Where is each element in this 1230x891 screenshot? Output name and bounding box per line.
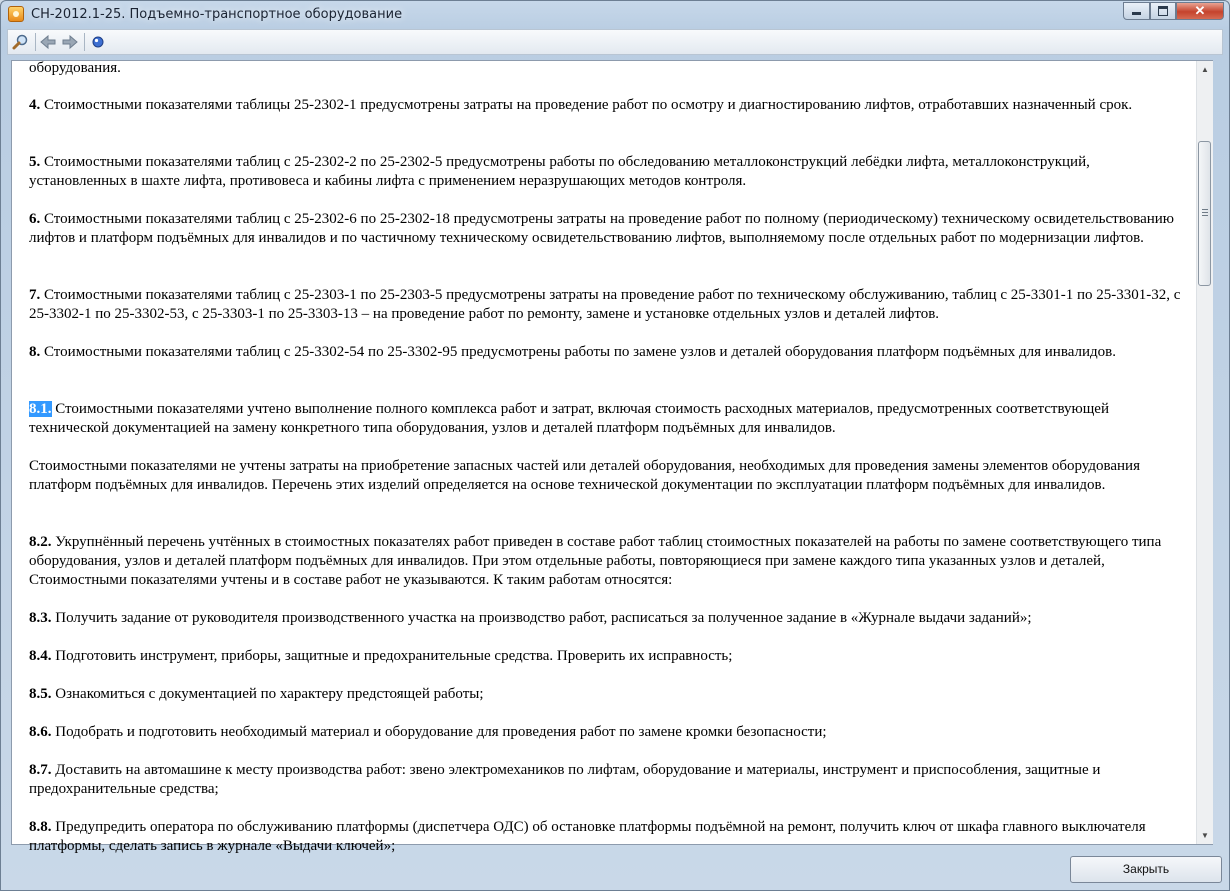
paragraph xyxy=(29,59,1187,78)
search-icon[interactable] xyxy=(12,34,30,50)
paragraph-number: 8.8. xyxy=(29,819,52,835)
paragraph-text: Подобрать и подготовить необходимый материал и оборудование для проведения работ по замене кромки безопасности; xyxy=(51,724,827,740)
grip-icon xyxy=(1202,209,1208,216)
paragraph-number: 8.4. xyxy=(29,648,52,664)
paragraph-text: Стоимостными показателями не учтены затраты на приобретение запасных частей или деталей оборудования, необходимых для проведения замены элементов оборудования платформ подъёмных для инвалидов. Перечень этих изделий определяется на основе технической документации по эксплуатации платформ подъёмных для инвалидов. xyxy=(29,458,1140,493)
paragraph-text: Стоимостными показателями таблиц с 25-2302-6 по 25-2302-18 предусмотрены затраты на проведение работ по полному (периодическому) техническому освидетельствованию лифтов и платформ подъёмных для инвалидов и по частичному техническому освидетельствованию лифтов, выполняемому после отдельных работ по модернизации лифтов. xyxy=(29,211,1175,246)
paragraph-text: Подготовить инструмент, приборы, защитные и предохранительные средства. Проверить их исправность; xyxy=(51,648,733,664)
paragraph-number: 5. xyxy=(29,154,41,170)
paragraph-text: Стоимостными показателями таблицы 25-2302-1 предусмотрены затраты на проведение работ по осмотру и диагностированию лифтов, отработавших назначенный срок. xyxy=(40,97,1133,113)
forward-arrow-icon[interactable] xyxy=(61,34,79,50)
info-icon[interactable] xyxy=(90,34,108,50)
close-icon: ✕ xyxy=(1194,3,1206,18)
paragraph-text: Стоимостными показателями таблиц с 25-2303-1 по 25-2303-5 предусмотрены затраты на проведение работ по техническому обслуживанию, таблиц с 25-3301-1 по 25-3301-32, с 25-3302-1 по 25-3302-53, с 25-3303-1 по 25-3303-13 – на проведение работ по ремонту, замене и установке отдельных узлов и деталей лифтов. xyxy=(29,287,1181,322)
toolbar-separator xyxy=(84,33,85,51)
paragraph-number: 7. xyxy=(29,287,41,303)
document-viewer[interactable] xyxy=(11,60,1213,854)
paragraph-8-4 xyxy=(29,647,1187,666)
toolbar xyxy=(7,29,1223,55)
paragraph-8-3 xyxy=(29,609,1187,628)
paragraph-6 xyxy=(29,210,1187,248)
selected-paragraph-number[interactable]: 8.1. xyxy=(29,401,52,417)
paragraph-4 xyxy=(29,96,1187,115)
app-logo-icon xyxy=(8,6,24,22)
paragraph-8-5 xyxy=(29,685,1187,704)
paragraph-8 xyxy=(29,343,1187,362)
scroll-up-arrow-icon[interactable]: ▲ xyxy=(1201,65,1209,74)
minimize-icon xyxy=(1132,12,1141,15)
vertical-scrollbar[interactable] xyxy=(1196,61,1213,844)
back-arrow-icon[interactable] xyxy=(39,34,57,50)
paragraph-number: 8.7. xyxy=(29,762,52,778)
paragraph-number: 8.3. xyxy=(29,610,52,626)
minimize-button[interactable] xyxy=(1123,2,1150,20)
close-window-button[interactable] xyxy=(1176,2,1224,20)
paragraph-text: Предупредить оператора по обслуживанию платформы (диспетчера ОДС) об остановке платформы подъёмной на ремонт, получить ключ от шкафа главного выключателя платформы, сделать запись в журнале «Выдачи ключей»; xyxy=(29,819,1146,854)
paragraph-text: оборудования. xyxy=(29,60,121,76)
paragraph-5 xyxy=(29,153,1187,191)
close-button[interactable]: Закрыть xyxy=(1070,856,1222,883)
title-bar[interactable] xyxy=(1,1,1229,27)
paragraph-number: 8.2. xyxy=(29,534,52,550)
paragraph-7 xyxy=(29,286,1187,324)
maximize-button[interactable] xyxy=(1150,2,1176,20)
paragraph-8-2 xyxy=(29,533,1187,590)
paragraph-text: Стоимостными показателями таблиц с 25-3302-54 по 25-3302-95 предусмотрены работы по замене узлов и деталей оборудования платформ подъёмных для инвалидов. xyxy=(40,344,1116,360)
paragraph-text: Стоимостными показателями учтено выполнение полного комплекса работ и затрат, включая стоимость расходных материалов, предусмотренных соответствующей технической документацией на замену конкретного типа оборудования, узлов и деталей платформ подъёмных для инвалидов. xyxy=(29,401,1109,436)
paragraph-text: Укрупнённый перечень учтённых в стоимостных показателях работ приведен в составе работ таблиц стоимостных показателей на работы по замене соответствующего типа оборудования, узлов и деталей платформ подъёмных для инвалидов. При этом отдельные работы, повторяющиеся при замене каждого типа указанных узлов и деталей, Стоимостными показателями учтены и в составе работ не указываются. К таким работам относятся: xyxy=(29,534,1162,588)
paragraph-text: Ознакомиться с документацией по характеру предстоящей работы; xyxy=(51,686,484,702)
paragraph-text: Доставить на автомашине к месту производства работ: звено электромехаников по лифтам, оборудование и материалы, инструмент и приспособления, защитные и предохранительные средства; xyxy=(29,762,1101,797)
dialog-footer xyxy=(1,849,1229,890)
paragraph-8-7 xyxy=(29,761,1187,799)
paragraph-number: 4. xyxy=(29,97,41,113)
paragraph-number: 6. xyxy=(29,211,41,227)
scroll-down-arrow-icon[interactable]: ▼ xyxy=(1201,831,1209,840)
paragraph-number: 8.5. xyxy=(29,686,52,702)
window-title: СН-2012.1-25. Подъемно-транспортное оборудование xyxy=(31,7,403,22)
scrollbar-thumb[interactable] xyxy=(1198,141,1211,286)
paragraph-number: 8. xyxy=(29,344,41,360)
paragraph xyxy=(29,457,1187,495)
paragraph-text: Получить задание от руководителя производственного участка на производство работ, расписаться за полученное задание в «Журнале выдачи заданий»; xyxy=(51,610,1032,626)
paragraph-8-6 xyxy=(29,723,1187,742)
paragraph-number: 8.6. xyxy=(29,724,52,740)
paragraph-text: Стоимостными показателями таблиц с 25-2302-2 по 25-2302-5 предусмотрены работы по обследованию металлоконструкций лебёдки лифта, металлоконструкций, установленных в шахте лифта, противовеса и кабины лифта с применением неразрушающих методов контроля. xyxy=(29,154,1090,189)
maximize-icon xyxy=(1158,6,1168,16)
toolbar-separator xyxy=(35,33,36,51)
paragraph-8-1 xyxy=(29,400,1187,438)
